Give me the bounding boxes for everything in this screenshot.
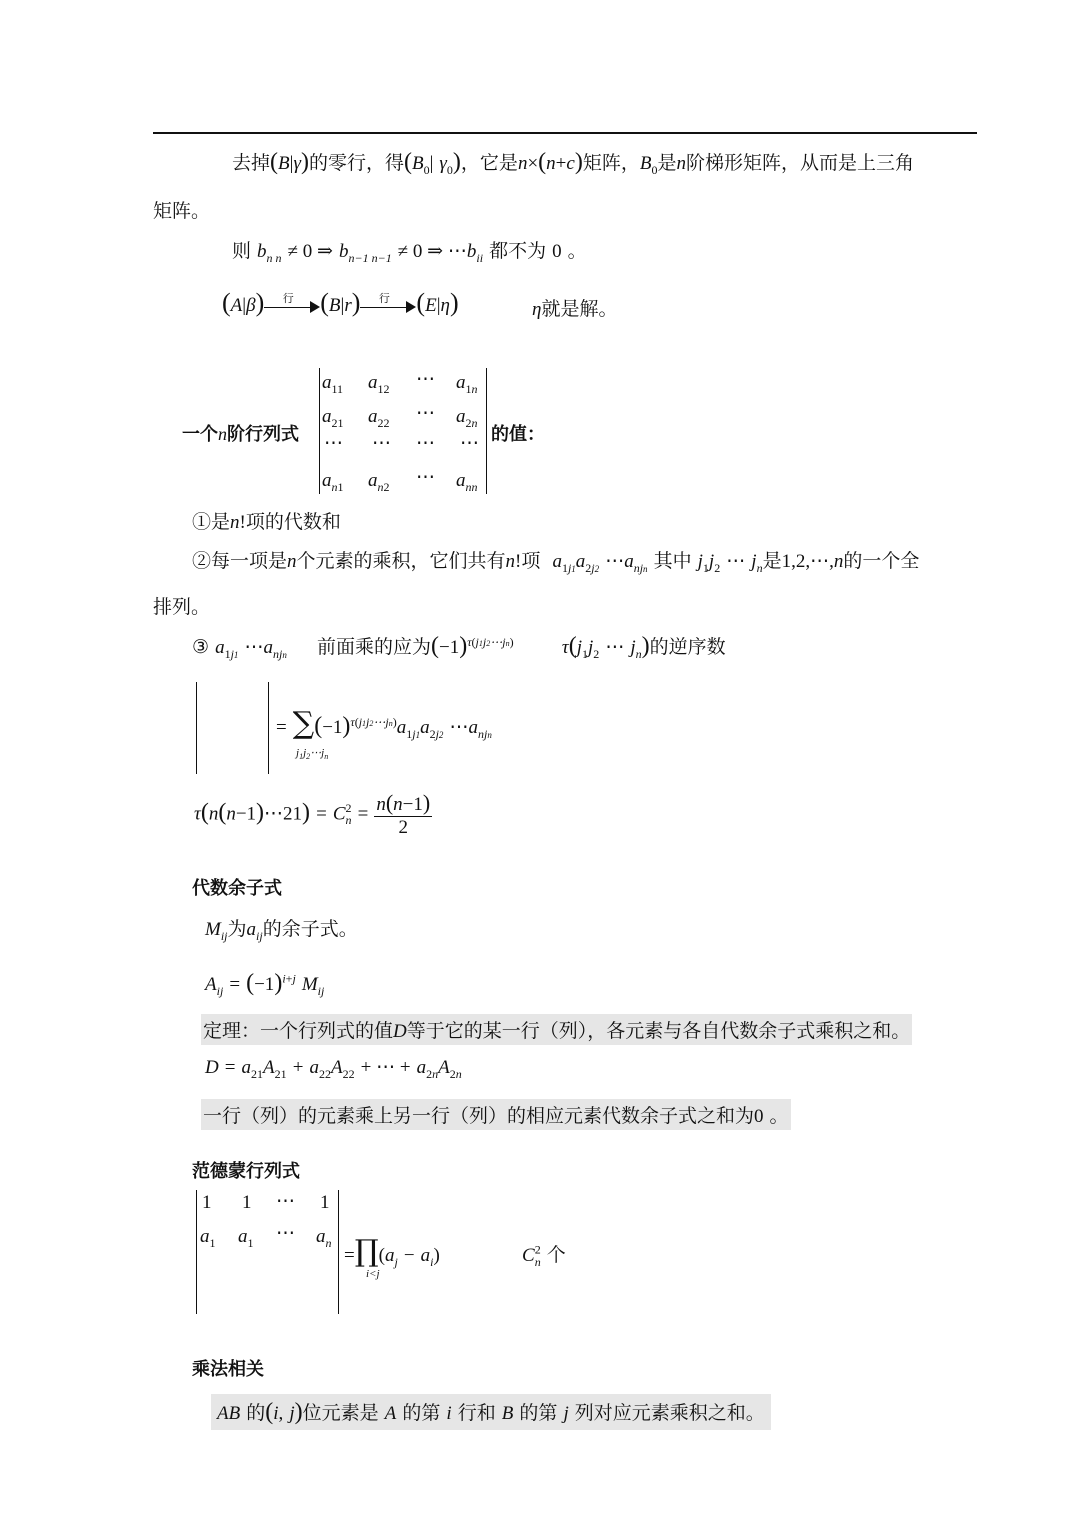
det-right-bar [486,368,487,494]
vdm-cell-2-1: $a_1$ [200,1226,216,1250]
cell-dots-1: ⋯ [416,369,435,390]
cell-a12: $a_{12}$ [368,372,390,396]
cell-a21: $a_{21}$ [322,406,344,430]
mij-definition: $M_{ij}$为$a_{ij}$的余子式。 [205,918,358,943]
multiplication-text: AB 的(i, j)位元素是 A 的第 i 行和 B 的第 j 列对应元素乘积之和。 [211,1394,771,1430]
vandermonde-count: $C^2_n$ 个 [522,1242,566,1269]
arrow-row-op-1: 行 [264,296,320,316]
cell-ann: $a_{nn}$ [456,470,478,494]
product-index: i<j [366,1268,380,1280]
vdm-cell-2-4: $a_n$ [316,1226,332,1250]
point-3: ③ $a_{1j1}$ $\cdots a_{njn}$ 前面乘的应为$(-1)^{\tau(j1j2\cdots jn)}$ $\tau(j_1j_2$ ⋯ $j_n$)的逆序数 [192,633,726,661]
vandermonde-matrix [200,1192,336,1252]
vdm-left-bar [196,1190,197,1314]
cell-an2: $a_{n2}$ [368,470,390,494]
header-rule [153,132,977,134]
eta-solution-text: η就是解。 [532,298,618,320]
cell-dots-6: ⋯ [460,433,479,454]
cell-a22: $a_{22}$ [368,406,390,430]
d-expansion-formula: $D = a_{21}A_{21} + a_{22}A_{22}$ + ⋯ + $a_{2n}A_{2n}$ [205,1057,462,1081]
det-left-bar [319,368,320,494]
cell-an1: $a_{n1}$ [322,470,344,494]
cell-a11: $a_{11}$ [322,372,344,396]
cell-dots-5: ⋯ [416,433,435,454]
sum-det-right-bar [268,682,269,774]
cell-a1n: $a_{1n}$ [456,372,478,396]
paragraph-diagonal-nonzero: 则 $b_{n n} \ne 0$ ⇒ $b_{n-1 n-1} \ne 0$ ⇒ $\cdots b_{ii}$ 都不为 0 。 [232,240,587,265]
vdm-cell-2-2: $a_1$ [238,1226,254,1250]
paragraph-remove-zero-rows: 去掉(B|γ)的零行，得($B_0|$ $\gamma_0$)，它是n×(n+c)矩阵，$B_0$是n阶梯形矩阵，从而是上三角 [232,149,914,177]
vdm-cell-1-4: 1 [320,1192,330,1213]
vdm-cell-1-1: 1 [202,1192,212,1213]
vandermonde-product: $=\prod(a_j - a_i)$ [344,1234,440,1269]
tau-formula: τ(n(n−1)⋯21) = $C^2_n$ = $\frac{n(n-1)}{2}$ [194,790,431,838]
sum-det-left-bar [196,682,197,774]
determinant-suffix: 的值： [491,424,545,445]
aij-formula: $A_{ij} = (-1)^{i+j}$ $M_{ij}$ [205,970,325,998]
cell-a2n: $a_{2n}$ [456,406,478,430]
pi-symbol: ∏ [354,1234,379,1269]
vdm-cell-1-3: ⋯ [276,1191,295,1212]
cofactor-heading: 代数余子式 [192,878,282,899]
sum-formula: = $\sum(-1)^{\tau(j1j2\cdots jn)}a_{1j1}a_{2j2}$ $\cdots a_{njn}$ [276,706,492,741]
tau-fraction [374,790,432,839]
cell-dots-7: ⋯ [416,467,435,488]
cell-dots-2: ⋯ [416,403,435,424]
other-row-text: 一行（列）的元素乘上另一行（列）的相应元素代数余子式之和为0 。 [201,1099,791,1130]
multiplication-heading: 乘法相关 [192,1359,264,1380]
sum-index: $j_1j_2\cdots j_n$ [296,747,329,762]
vdm-right-bar [338,1190,339,1314]
determinant-intro: 一个n阶行列式 [182,424,299,445]
tau-numerator: n(n−1) [376,790,431,815]
determinant-matrix [322,369,484,494]
theorem-text: 定理：一个行列式的值D等于它的某一行（列），各元素与各自代数余子式乘积之和。 [201,1014,912,1045]
row-reduction-chain: (A|β) 行 (B|r) 行 (E|η) [222,288,459,317]
arrow-row-op-2: 行 [360,296,416,316]
vdm-cell-2-3: ⋯ [276,1223,295,1244]
point-2-cont: 排列。 [153,596,211,618]
vdm-cell-1-2: 1 [242,1192,252,1213]
cell-dots-3: ⋯ [324,433,343,454]
sigma-symbol: ∑ [292,706,315,741]
tau-denominator: 2 [398,817,409,838]
point-2: ②每一项是n个元素的乘积，它们共有n!项 $a_{1j1}a_{2j2}$ $\cdots a_{njn}$ 其中 $j_1j_2$ ⋯ $j_n$是1,2,⋯,n的一个全 [192,550,920,575]
vandermonde-heading: 范德蒙行列式 [192,1161,300,1182]
cell-dots-4: ⋯ [372,433,391,454]
paragraph-remove-zero-rows-cont: 矩阵。 [153,200,211,222]
point-1: ①是n!项的代数和 [192,511,341,533]
